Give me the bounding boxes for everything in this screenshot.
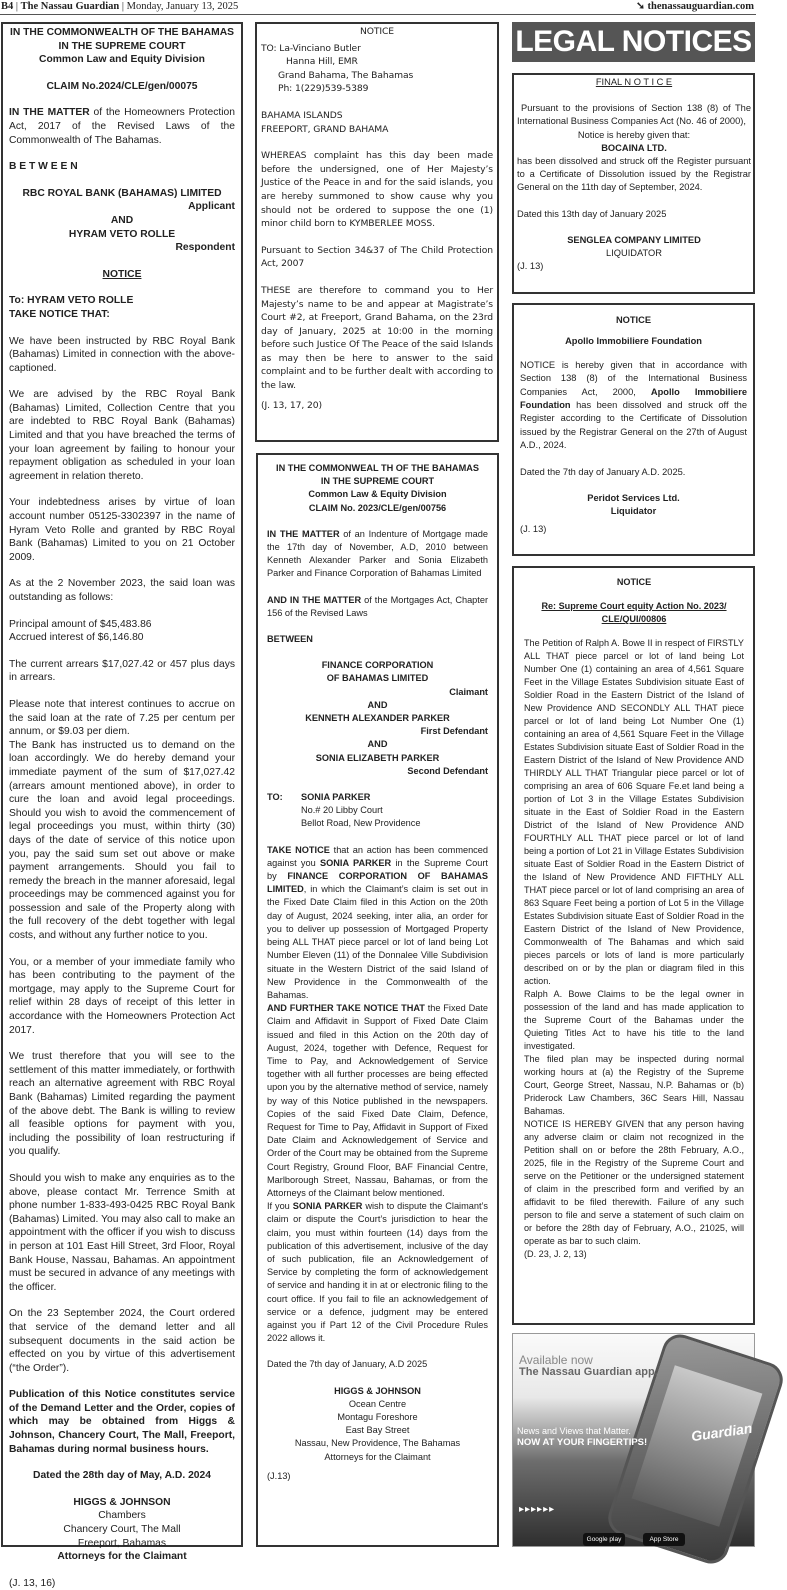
ad-app-name: The Nassau Guardian app. — [519, 1366, 658, 1378]
body-paragraph: Ralph A. Bowe Claims to be the legal owner in possession of the land and has made application to the Supreme Court of the Bahamas under the Quieting Titles Act to have his title to the land investigated. — [524, 989, 744, 1051]
party-role: Claimant — [449, 686, 488, 697]
notice-heading: NOTICE — [616, 577, 652, 587]
addressee-line: Bellot Road, New Providence — [301, 818, 421, 829]
body-paragraph: TAKE NOTICE that an action has been commenced against you SONIA PARKER in the Supreme Court by FINANCE CORPORATION OF BAHAMAS LIMITED, in which the Claimant’s claim is set out in the Fixed Date Claim filed in this Action on the 20th day of August, 2024 seeking, inter alia, an order for you to deliver up possession of Mortgaged Property being ALL THAT piece parcel or lot of land being Lot Number Eleven (11) of the Donnalee Ville Subdivision situate in the Western District of the said Island of New Providence in the Commonwealth of the Bahamas. — [267, 844, 488, 1000]
body-paragraph: NOTICE is hereby given that in accordance with Section 138 (8) of the International Business Companies Act, 2000, Apollo Immobiliere Foundation has been dissolved and struck off the Register according to the Certificate of Dissolution issued by the Registrar General on the 27th of August A.D., 2024. — [520, 359, 747, 451]
ad-fingertips: NOW AT YOUR FINGERTIPS! — [517, 1437, 648, 1448]
header-left: B4 | The Nassau Guardian | Monday, January 13, 2025 — [1, 1, 239, 12]
firm-name: HIGGS & JOHNSON — [73, 1496, 171, 1508]
liquidator-role: Liquidator — [610, 506, 657, 517]
body-paragraph: If you SONIA PARKER wish to dispute the Claimant’s claim or dispute the Court’s jurisdiction to hear the claim, you must within fourteen (14) days from the publication of this advertisement, inclusive of the day of such publication, file an Acknowledgement of Service by completing the form of acknowledgement of service and handing it in at or electronic filing to the court office. If you fail to file an acknowledgement of service or a defence, judgment may be entered against you if Part 12 of the Civil Procedure Rules 2022 allows it. — [267, 1201, 488, 1344]
attorneys-label: Attorneys for the Claimant — [324, 1451, 431, 1462]
body-paragraph: WHEREAS complaint has this day been made before the undersigned, one of Her Majesty’s Justice of the Peace in and for the said islands, you are hereby summoned to show cause why you should not be ordered to suppose the one (1) minor child born to KYMBERLEE MOSS. — [261, 150, 493, 230]
page-header — [0, 0, 756, 15]
insertion-ref: (D. 23, J. 2, 13) — [524, 1249, 587, 1259]
bocaina-notice — [512, 73, 755, 294]
take-notice: TAKE NOTICE THAT: — [9, 308, 110, 320]
firm-name: HIGGS & JOHNSON — [334, 1385, 421, 1396]
to-label: TO: — [267, 792, 283, 803]
insertion-ref: (J. 13) — [517, 261, 544, 272]
location-line: FREEPORT, GRAND BAHAMA — [261, 123, 389, 135]
legal-notices-banner: LEGAL NOTICES — [512, 22, 755, 62]
firm-address: East Bay Street — [345, 1425, 410, 1436]
to-block — [267, 791, 488, 831]
body-paragraph: has been dissolved and struck off the Register pursuant to a Certificate of Dissolution issued by the Registrar General on the 11th day of September, 2024. — [517, 156, 751, 193]
court-line: IN THE SUPREME COURT — [320, 476, 435, 487]
firm-address: Chancery Court, The Mall — [63, 1524, 181, 1536]
dated-line: Dated the 7th day of January A.D. 2025. — [520, 466, 686, 477]
party-name: SONIA ELIZABETH PARKER — [315, 752, 440, 763]
party-role: Applicant — [188, 201, 235, 213]
addressee: To: HYRAM VETO ROLLE — [9, 295, 134, 307]
firm-address: Nassau, New Providence, The Bahamas — [294, 1438, 461, 1449]
liquidator-role: LIQUIDATOR — [606, 248, 662, 259]
addressee: TO: La-Vinciano Butler — [261, 42, 361, 54]
body-paragraph: As at the 2 November 2023, the said loan was outstanding as follows: — [9, 578, 235, 603]
body-paragraph: We are advised by the RBC Royal Bank (Bahamas) Limited, Collection Centre that you are indebted to RBC Royal Bank (Bahamas) Limited and that you have breached the terms of your loan agreement by failing to honour your repayment obligation as scheduled in your loan agreement in relation thereto. — [9, 389, 235, 482]
court-line: Common Law & Equity Division — [308, 489, 447, 500]
dated-line: Dated the 7th day of January, A.D 2025 — [267, 1359, 428, 1370]
body-paragraph: NOTICE IS HEREBY GIVEN that any person having any adverse claim or claim not recognized in the Petition shall on or before the 28th February, A.O., 2025, file in the Registry of the Supreme Court and serve on the Petitioner or the undersigned statement of claim in the prescribed form and verified by an affidavit to be filed therewith. Failure of any such person to file and serve a statement of such claim on or before the 28th day of February, A.O., 21025, will operate as bar to such claim. — [524, 1119, 744, 1246]
notice-heading: FINAL N O T I C E — [595, 77, 673, 87]
page-number: B4 — [1, 1, 14, 12]
google-play-badge[interactable]: Google play — [583, 1533, 625, 1546]
body-paragraph: The Petition of Ralph A. Bowe II in respect of FIRSTLY ALL THAT piece parcel or lot of land being Lot Number One (1) containing an area of 4,561 Square Feet in the Village Estates Subdivision situate East of Soldier Road in the Eastern District of the Island of New Providence AND SECONDLY ALL THAT piece parcel or lot of land being Lot Number One (1) containing an area of 4,561 Square Feet in the Village Estates Subdivision situate East of Soldier Road in the Eastern District of the Island of New Providence AND THIRDLY ALL THAT Triangular piece parcel or lot of comprising an area of 606 Square Fe.et land being a portion of Lot 3 in the Village Estates Subdivision situate in the East of Soldier Road in the Eastern District of the Island of New Providence AND FOURTHLY ALL THAT piece parcel or lot of land being a portion of Lot 21 in Village Estates Subdivision situate East of Soldier Road in the Eastern District of the Island of New Providence AND FIFTHLY ALL THAT piece parcel or lot of land comprising an area of 863 Square Feet being a portion of Lot 5 in the Village Estates Subdivision situate East of Soldier Road in the Eastern District of the Island of New Providence, Commonwealth of The Bahamas and which said pieces parcels or lots of land is more particularly described on or by the plan or diagram filed in this action. — [524, 638, 744, 986]
and-label: AND — [110, 214, 134, 226]
arrows-icon: ▸▸▸▸▸▸ — [519, 1504, 556, 1515]
body-paragraph: Publication of this Notice constitutes service of the Demand Letter and the Order, copies of which may be obtained from Higgs & Johnson, Chancery Court, The Mall, Freeport, Bahamas during normal business hours. — [9, 1389, 235, 1455]
and-label: AND — [367, 699, 388, 710]
court-line: IN THE COMMONWEAL TH OF THE BAHAMAS — [276, 463, 479, 473]
guardian-logo: Guardian — [690, 1419, 754, 1445]
body-paragraph: Your indebtedness arises by virtue of loan account number 05125-3302397 in the name of Hyram Veto Rolle and granted by RBC Royal Bank (Bahamas) Limited to you on 21 October 2009. — [9, 497, 235, 563]
matter-paragraph: IN THE MATTER of the Homeowners Protection Act, 2017 of the Revised Laws of the Commonwealth of The Bahamas. — [9, 107, 235, 146]
body-paragraph: We trust therefore that you will see to the settlement of this matter immediately, or forthwith reach an alternative agreement with RBC Royal Bank (Bahamas) Limited regarding the payment of the above debt. The Bank is willing to review all feasible options for payment with you, including the possibility of loan restructuring if you qualify. — [9, 1051, 235, 1158]
claim-number: CLAIM No.2024/CLE/gen/00075 — [46, 80, 198, 92]
body-paragraph: You, or a member of your immediate family who has been contributing to the payment of the mortgage, may apply to the Supreme Court for relief within 28 days of receipt of this letter in accordance with the Homeowners Protection Act 2017. — [9, 956, 235, 1036]
body-paragraph: On the 23 September 2024, the Court ordered that service of the demand letter and all subsequent documents in the said action be effected on you by virtue of this advertisement (“the Order”). — [9, 1308, 235, 1374]
ad-tagline: News and Views that Matter. — [517, 1426, 631, 1436]
body-paragraph: Pursuant to the provisions of Section 138 (8) of The International Business Companies Act (No. 46 of 2000), — [517, 103, 751, 127]
quieting-title-notice — [512, 566, 755, 1325]
insertion-ref: (J. 13, 16) — [9, 1577, 56, 1589]
rbc-notice — [1, 22, 243, 1589]
body-paragraph: We have been instructed by RBC Royal Bank (Bahamas) Limited in connection with the above-captioned. — [9, 335, 235, 374]
body-paragraph: Should you wish to make any enquiries as to the above, please contact Mr. Terrence Smith at phone number 1-833-493-0425 RBC Royal Bank (Bahamas) Limited. You may also call to make an appointment with the officer if you wish to discuss in person at 101 East Hill Street, 3rd Floor, Royal Bank House, Nassau, Bahamas. An appointment must be secured in advance of any meetings with the officer. — [9, 1172, 235, 1293]
insertion-ref: (J. 13) — [520, 523, 547, 534]
body-paragraph: The filed plan may be inspected during normal working hours at (a) the Registry of the Supreme Court, George Street, Nassau, N.P. Bahamas or (b) Priderock Law Chambers, 36C Sears Hill, Nassau Bahamas. — [524, 1054, 744, 1116]
company-name: BOCAINA LTD. — [601, 142, 667, 153]
addressee-phone: Ph: 1(229)539-5389 — [278, 83, 369, 95]
insertion-ref: (J.13) — [267, 1470, 291, 1481]
finance-corp-notice — [256, 453, 499, 1547]
court-line: IN THE COMMONWEALTH OF THE BAHAMAS — [9, 27, 235, 38]
body-paragraph: Please note that interest continues to accrue on the said loan at the rate of 7.25 per centum per annum, or $9.03 per diem. — [9, 698, 235, 738]
court-line: Common Law and Equity Division — [39, 54, 205, 66]
issue-date: Monday, January 13, 2025 — [126, 1, 239, 12]
addressee: SONIA PARKER — [301, 792, 371, 803]
party-name: HYRAM VETO ROLLE — [68, 228, 176, 240]
body-paragraph: AND FURTHER TAKE NOTICE THAT the Fixed Date Claim and Affidavit in Support of Fixed Date Claim issued and filed in this Action on the 20th day of August, 2024, together with Defence, Request for Time to Pay, and Acknowledgement of Service together with all further processes are being effected upon you by the alternative method of service, namely by way of this Notice published in the newspapers. Copies of the said Fixed Date Claim, Defence, Request for Time to Pay, Affidavit in Support of Fixed Date Claim and Acknowledgement of Service and Order of the Court may be obtained from the Supreme Court Registry, Ground Floor, BAF Financial Centre, Marlborough Street, Nassau, Bahamas, or from the Attorneys of the Claimant below mentioned. — [267, 1003, 488, 1198]
attorneys-label: Attorneys for the Claimant — [57, 1551, 187, 1563]
site-link[interactable]: ➘ thenassauguardian.com — [636, 1, 754, 12]
liquidator-name: Peridot Services Ltd. — [587, 493, 680, 504]
summons-notice — [255, 22, 499, 442]
addressee-line: No.# 20 Libby Court — [301, 805, 383, 816]
apollo-notice — [512, 303, 755, 556]
party-role: Second Defendant — [407, 765, 488, 776]
party-name: KENNETH ALEXANDER PARKER — [305, 713, 450, 724]
firm-address: Ocean Centre — [348, 1398, 407, 1409]
party-role: First Defendant — [420, 726, 488, 737]
insertion-ref: (J. 13, 17, 20) — [261, 399, 322, 411]
between-label: B E T W E E N — [9, 161, 78, 173]
party-name: RBC ROYAL BANK (BAHAMAS) LIMITED — [22, 187, 222, 199]
company-name: Apollo Immobiliere Foundation — [565, 336, 702, 347]
party-role: Respondent — [175, 242, 235, 254]
addressee-line: Grand Bahama, The Bahamas — [278, 69, 414, 81]
between-label: BETWEEN — [267, 634, 313, 645]
party-name: FINANCE CORPORATION — [321, 660, 434, 671]
claim-number: CLAIM No. 2023/CLE/gen/00756 — [308, 502, 447, 513]
body-paragraph: The Bank has instructed us to demand on the loan accordingly. We do hereby demand your immediate payment of the sum of $17,027.42 (arrears amount mentioned above), in order to cure the loan and avoid legal proceedings. Should you wish to avoid the commencement of legal proceedings you must, within thirty (30) days of the date of service of this notice upon you, pay the said sum set out above or make payment arrangements. Should you fail to remedy the breach in the manner aforesaid, legal proceedings may be commenced against you for possession and sale of the Property along with the full recovery of the debt together with legal costs, and without any further notice to you. — [9, 739, 235, 942]
and-label: AND — [367, 739, 388, 750]
accrued-interest: Accrued interest of $6,146.80 — [9, 632, 144, 644]
location-line: BAHAMA ISLANDS — [261, 109, 343, 121]
matter-paragraph: IN THE MATTER of an Indenture of Mortgage made the 17th day of November, A.D, 2010 between Kenneth Alexander Parker and Sonia Elizabeth Parker and Finance Corporation of Bahamas Limited — [267, 528, 488, 579]
action-reference: Re: Supreme Court equity Action No. 2023/ CLE/QUI/00806 — [541, 601, 727, 624]
body-paragraph: The current arrears $17,027.42 or 457 plus days in arrears. — [9, 658, 235, 684]
app-advertisement[interactable] — [512, 1333, 755, 1547]
dated-line: Dated this 13th day of January 2025 — [517, 208, 667, 219]
court-line: IN THE SUPREME COURT — [58, 40, 186, 52]
app-store-badge[interactable]: App Store — [643, 1533, 685, 1546]
addressee-line: Hanna Hill, EMR — [286, 56, 358, 68]
paper-name: The Nassau Guardian — [20, 1, 120, 12]
firm-address: Montagu Foreshore — [337, 1412, 418, 1422]
notice-heading: NOTICE — [102, 268, 142, 280]
body-paragraph: Notice is hereby given that: — [577, 129, 691, 140]
principal-amount: Principal amount of $45,483.86 — [9, 618, 152, 630]
body-paragraph: THESE are therefore to command you to Her Majesty’s name to be and appear at Magistrate’s Court #2, at Freeport, Grand Bahama, on the 23rd day of January, 2025 at 10:00 in the morning before such Justice Of The Peace of the said Islands as may then be here to answer to the said complaint and to be further dealt with according to the law. — [261, 284, 493, 392]
firm-address: Freeport, Bahamas — [77, 1537, 167, 1549]
party-name: OF BAHAMAS LIMITED — [326, 673, 429, 684]
matter-paragraph: AND IN THE MATTER of the Mortgages Act, Chapter 156 of the Revised Laws — [267, 594, 489, 618]
ad-available: Available now — [519, 1353, 593, 1367]
firm-address: Chambers — [98, 1510, 146, 1522]
body-paragraph: Pursuant to Section 34&37 of The Child Protection Act, 2007 — [261, 244, 493, 270]
dated-line: Dated the 28th day of May, A.D. 2024 — [33, 1470, 211, 1482]
notice-heading: NOTICE — [359, 26, 395, 37]
notice-heading: NOTICE — [615, 315, 652, 325]
liquidator-name: SENGLEA COMPANY LIMITED — [567, 234, 701, 245]
